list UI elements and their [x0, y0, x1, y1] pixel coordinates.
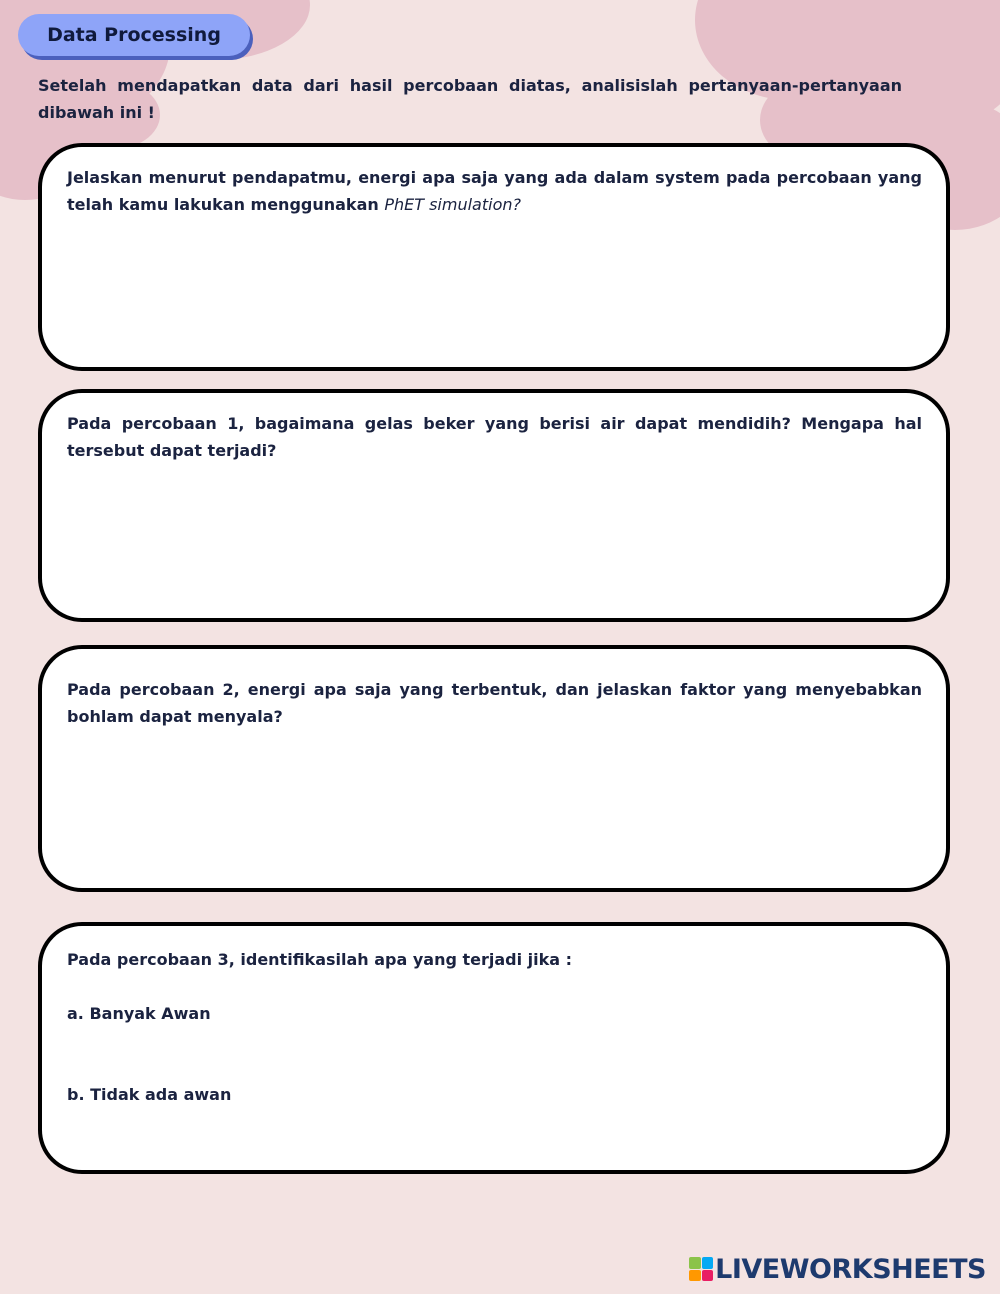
liveworksheets-logo — [689, 1252, 986, 1286]
logo-grid-icon — [689, 1257, 713, 1281]
question-2: Pada percobaan 1, bagaimana gelas beker yang berisi air dapat mendidih? Mengapa hal tersebut dapat terjadi? — [67, 414, 922, 460]
question-1-emphasis: PhET simulation? — [384, 195, 521, 214]
intro-text: Setelah mendapatkan data dari hasil percobaan diatas, analisislah pertanyaan-pertanyaan dibawah ini ! — [38, 76, 902, 122]
answer-box-4[interactable] — [38, 922, 950, 1174]
answer-box-3[interactable] — [38, 645, 950, 892]
question-4: Pada percobaan 3, identifikasilah apa yang terjadi jika : — [67, 950, 573, 969]
section-badge: Data Processing — [18, 14, 250, 56]
logo-text: LIVEWORKSHEETS — [715, 1253, 986, 1285]
question-1: Jelaskan menurut pendapatmu, energi apa saja yang ada dalam system pada percobaan yang telah kamu lakukan menggunakan PhET simulation? — [67, 168, 922, 214]
option-b: b. Tidak ada awan — [67, 1085, 232, 1104]
answer-box-2[interactable] — [38, 389, 950, 622]
question-3: Pada percobaan 2, energi apa saja yang terbentuk, dan jelaskan faktor yang menyebabkan bohlam dapat menyala? — [67, 680, 922, 726]
answer-box-1[interactable] — [38, 143, 950, 371]
option-a: a. Banyak Awan — [67, 1004, 211, 1023]
